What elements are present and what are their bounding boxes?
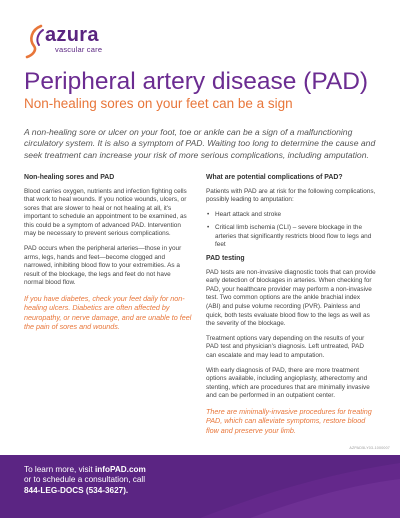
intro-paragraph: A non-healing sore or ulcer on your foot, toe or ankle can be a sign of a malfunctioning circulatory system. It is also a symptom of PAD. Waiting too long to determine the cause and seek treatment can increase your risk of more serious complications, including amputation. [24, 127, 376, 160]
complications-paragraph: Patients with PAD are at risk for the following complications, possibly leading to amputation: [206, 187, 376, 204]
left-paragraph-2: PAD occurs when the peripheral arteries—those in your arms, legs, hands and feet—become clogged and narrowed, inhibiting blood flow to your extremities. As a result of the blockage, the legs and feet do not have normal blood flow. [24, 245, 182, 287]
complications-heading: What are potential complications of PAD? [206, 174, 343, 181]
left-paragraph-1: Blood carries oxygen, nutrients and infection fighting cells that work to heal wounds. If you notice wounds, ulcers, or sores that are slower to heal or not healing at all, it's important to schedule an appointment to be examined, as this could be a symptom of advanced PAD. Intervention may be necessary to prevent serious complications. [24, 187, 187, 238]
website-link[interactable]: infoPAD.com [94, 465, 146, 474]
phone-number[interactable]: 844-LEG-DOCS (534-3627). [24, 485, 129, 495]
procedures-callout: There are minimally-invasive procedures for treating PAD, which can alleviate symptoms, restore blood flow and preserve your limb. [206, 406, 372, 435]
page-title: Peripheral artery disease (PAD) [24, 68, 369, 95]
document-code: AZPAD5LY03-1000007 [349, 446, 390, 450]
testing-paragraph: PAD tests are non-invasive diagnostic tools that can provide early detection of blockages in arteries. When checking for PAD, your healthcare provider may perform a non-invasive test. Two common options are the ankle brachial index (ABI) and pulse volume recording (PVR). Painless and quick, both tests evaluate blood flow to the legs as well as the severity of the blockage. [206, 268, 376, 328]
diabetes-callout: If you have diabetes, check your feet daily for non-healing ulcers. Diabetics are often affected by neuropathy, or nerve damage, and are unable to feel the pain of sores and wounds. [24, 294, 192, 332]
footer-contact [24, 465, 254, 496]
logo-wordmark: azura [45, 24, 99, 46]
list-item: • Heart attack and stroke [206, 211, 376, 220]
footer-line2: or to schedule a consultation, call [24, 475, 146, 485]
azura-swirl-icon [25, 24, 47, 60]
early-diagnosis-paragraph: With early diagnosis of PAD, there are more treatment options available, including angioplasty, atherectomy and stenting, which are procedures that are minimally invasive and can be performed in an outpatient center. [206, 366, 370, 400]
testing-heading: PAD testing [206, 255, 245, 263]
complications-list [206, 211, 376, 250]
treatment-paragraph: Treatment options vary depending on the results of your PAD test and physician's diagnosis. Left untreated, PAD can escalate and may lead to amputation. [206, 334, 365, 359]
footer-line1-prefix: To learn more, visit [24, 465, 95, 474]
left-heading: Non-healing sores and PAD [24, 174, 115, 181]
azura-logo [25, 24, 135, 60]
left-column [24, 174, 192, 332]
list-item: • Critical limb ischemia (CLI) – severe blockage in the arteries that significantly restricts blood flow to legs and feet [206, 224, 376, 250]
right-column [206, 174, 376, 435]
page-subtitle: Non-healing sores on your feet can be a sign [24, 96, 293, 111]
logo-tagline: vascular care [55, 45, 103, 54]
footer-banner [0, 455, 400, 518]
